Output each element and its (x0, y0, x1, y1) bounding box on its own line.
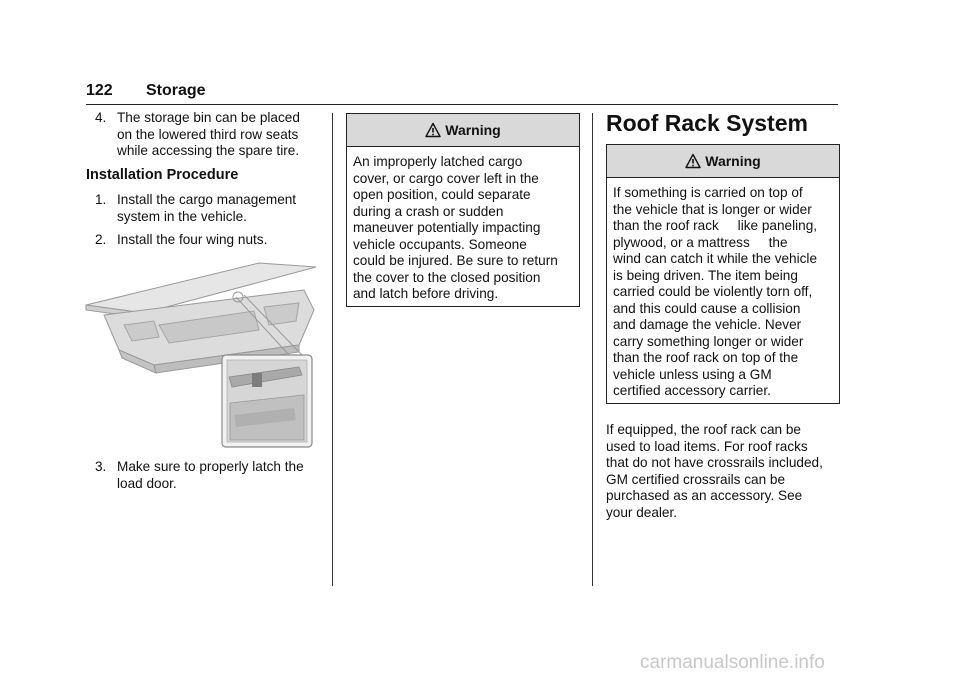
paragraph-line: GM certified crossrails can be (606, 471, 786, 487)
warning-line: the vehicle that is longer or wider (613, 201, 812, 217)
step-line: while accessing the spare tire. (117, 143, 300, 158)
warning-header (347, 114, 579, 147)
warning-line: than the roof rack like paneling, (613, 218, 818, 233)
warning-line: than the roof rack on top of the (613, 350, 799, 365)
paragraph-line: used to load items. For roof racks (606, 438, 808, 454)
step-text (117, 110, 300, 160)
step-number: 4. (95, 110, 107, 125)
paragraph-line: your dealer. (606, 504, 678, 520)
column-divider-left (332, 113, 333, 586)
warning-line: and this could cause a collision (613, 300, 801, 316)
paragraph-line: that do not have crossrails included, (606, 455, 823, 470)
warning-body (607, 178, 839, 400)
cargo-bin-illustration (84, 255, 324, 450)
step-line: The storage bin can be placed (117, 110, 300, 125)
warning-box-roof-rack (606, 144, 840, 404)
section-title: Storage (146, 82, 206, 99)
paragraph-line: If equipped, the roof rack can be (606, 422, 801, 437)
warning-line: plywood, or a mattress the (613, 234, 788, 250)
paragraph-line: purchased as an accessory. See (606, 488, 803, 503)
step-2 (95, 232, 327, 250)
step-text (117, 232, 267, 249)
warning-line: vehicle occupants. Someone (353, 236, 527, 252)
warning-line: maneuver potentially impacting (353, 220, 541, 235)
step-line: Install the cargo management (117, 192, 297, 207)
warning-header (607, 145, 839, 178)
warning-line: during a crash or sudden (353, 203, 504, 219)
step-number: 1. (95, 192, 107, 207)
warning-line: could be injured. Be sure to return (353, 253, 558, 268)
warning-triangle-icon (685, 153, 701, 169)
column-divider-right (592, 113, 593, 586)
page-header (86, 82, 838, 105)
step-text (117, 459, 304, 492)
roof-rack-paragraph (606, 422, 846, 521)
step-1 (95, 192, 327, 226)
warning-line: wind can catch it while the vehicle (613, 251, 818, 266)
heading-roof-rack-system: Roof Rack System (606, 110, 808, 136)
step-number: 3. (95, 459, 107, 474)
step-text (117, 192, 296, 225)
warning-line: and damage the vehicle. Never (613, 317, 802, 332)
step-3 (95, 459, 327, 493)
warning-line: open position, could separate (353, 187, 531, 202)
warning-body (347, 147, 579, 303)
watermark: carmanualsonline.info (640, 652, 825, 673)
step-line: Install the four wing nuts. (117, 232, 268, 247)
warning-line: An improperly latched cargo (353, 154, 523, 169)
warning-line: is being driven. The item being (613, 267, 798, 283)
step-line: Make sure to properly latch the (117, 459, 304, 474)
warning-line: cover, or cargo cover left in the (353, 170, 539, 186)
warning-line: the cover to the closed position (353, 269, 541, 285)
subheading-installation: Installation Procedure (86, 167, 239, 183)
warning-line: carry something longer or wider (613, 333, 804, 349)
step-line: system in the vehicle. (117, 208, 247, 224)
step-4 (95, 110, 327, 160)
warning-line: certified accessory carrier. (613, 383, 771, 398)
step-line: load door. (117, 475, 177, 491)
step-line: on the lowered third row seats (117, 126, 299, 142)
warning-title: Warning (445, 122, 501, 138)
warning-line: carried could be violently torn off, (613, 284, 813, 299)
warning-triangle-icon (425, 122, 441, 138)
warning-line: and latch before driving. (353, 286, 499, 301)
cargo-bin-drawing (84, 255, 324, 450)
step-number: 2. (95, 232, 107, 247)
warning-line: If something is carried on top of (613, 185, 803, 200)
warning-title: Warning (705, 153, 761, 169)
warning-box-cargo-cover (346, 113, 580, 307)
warning-line: vehicle unless using a GM (613, 366, 772, 382)
page-number: 122 (86, 82, 113, 99)
